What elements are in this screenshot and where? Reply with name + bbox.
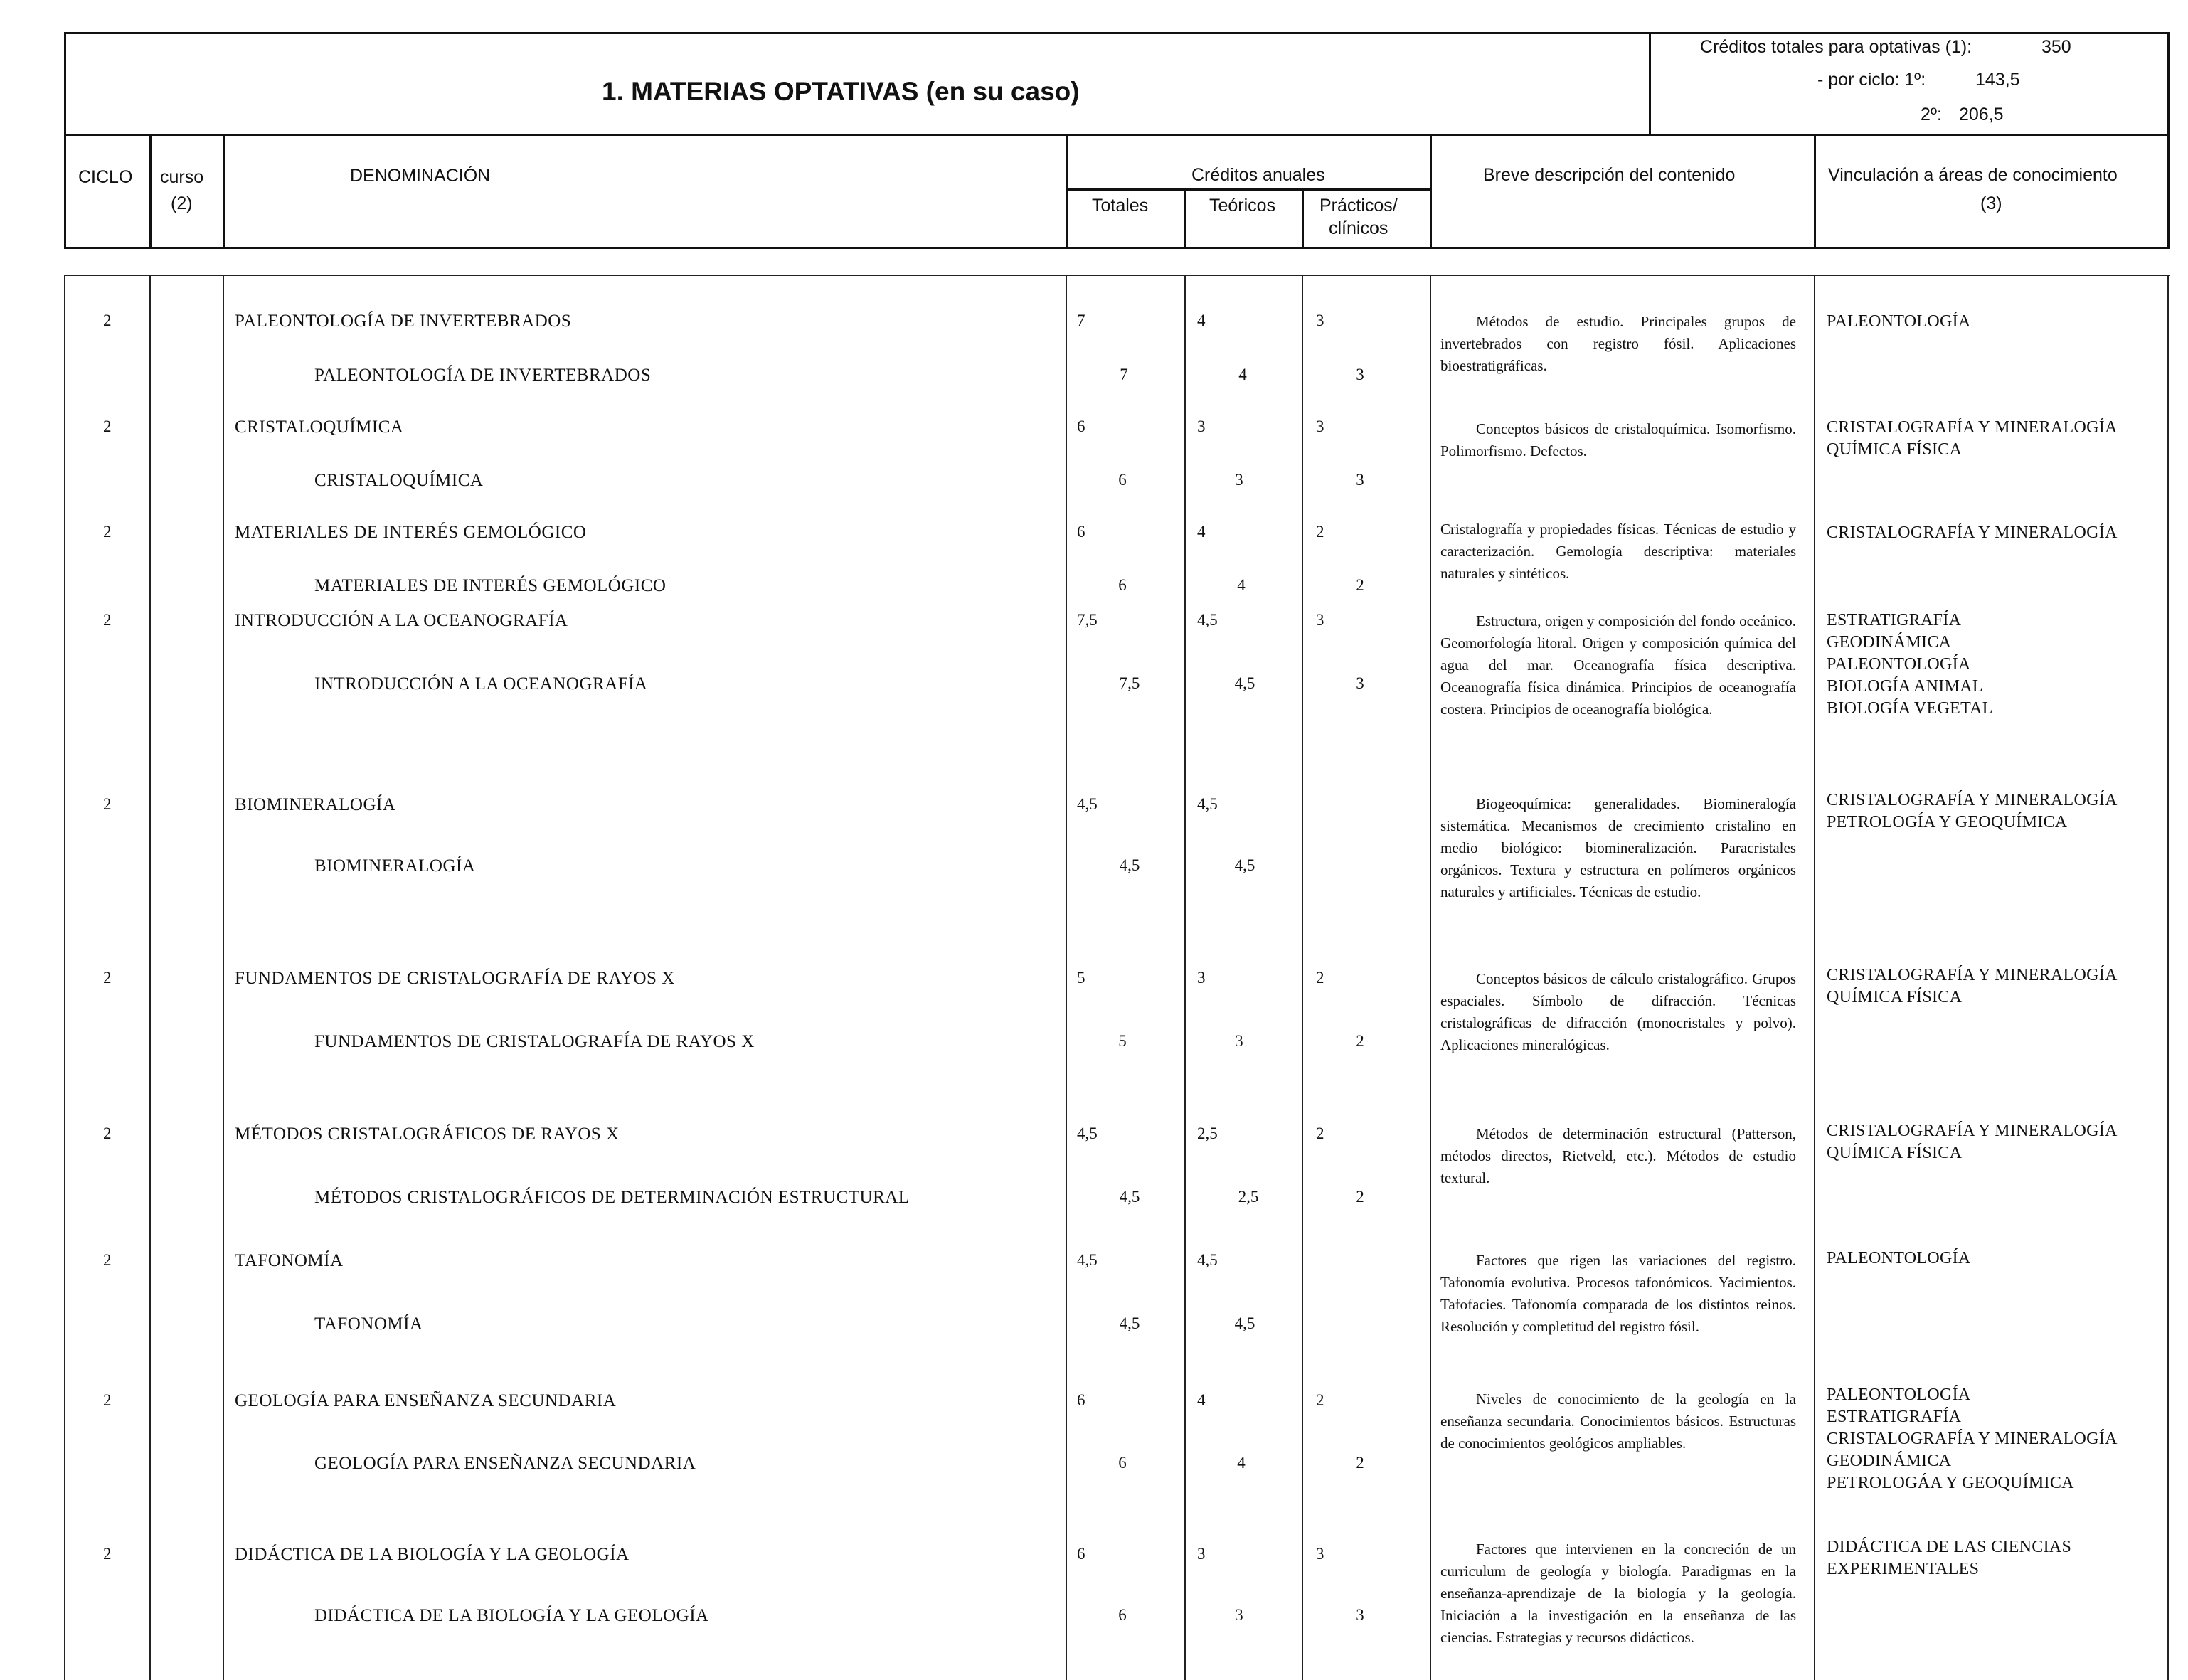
row-subject-name: TAFONOMÍA <box>235 1251 344 1270</box>
row-description <box>1440 968 1796 1056</box>
row-totales: 7 <box>1077 312 1085 329</box>
body-top-rule <box>64 275 2170 276</box>
area-item: PALEONTOLOGÍA <box>1827 312 1971 331</box>
row-practicos: 3 <box>1316 312 1324 329</box>
body-rule-descripcion <box>1430 275 1431 1680</box>
area-item: ESTRATIGRAFÍA <box>1827 1408 1962 1426</box>
row-areas <box>1827 1384 2118 1494</box>
creditos-sub-rule <box>1066 188 1432 191</box>
row-description-text: Conceptos básicos de cálculo cristalográfico. Grupos espaciales. Símbolo de difracción. Técnicas cristalográficas de difracción (monocristales y polvo). Aplicaciones mineralógicas. <box>1440 970 1796 1053</box>
row-subject-sub: TAFONOMÍA <box>314 1314 423 1334</box>
row-ciclo: 2 <box>103 1125 112 1142</box>
row-sub-totales: 6 <box>1118 1454 1127 1472</box>
area-item: QUÍMICA FÍSICA <box>1827 440 1963 459</box>
row-subject-sub: CRISTALOQUÍMICA <box>314 471 484 490</box>
row-description-text: Factores que rigen las variaciones del registro. Tafonomía evolutiva. Procesos tafonómicos. Yacimientos. Tafofacies. Tafonomía comparada de los distintos reinos. Resolución y completitud del registro fósil. <box>1440 1252 1796 1335</box>
area-item: CRISTALOGRAFÍA Y MINERALOGÍA <box>1827 1122 2118 1140</box>
row-ciclo: 2 <box>103 1391 112 1409</box>
row-description-text: Biogeoquímica: generalidades. Biomineralogía sistemática. Mecanismos de crecimiento cristalino en medio biológico: biomineralización. Paracristales orgánicos. Textura y estructura en polímeros orgánicos naturales y artificiales. Técnicas de estudio. <box>1440 795 1796 900</box>
row-practicos: 2 <box>1316 969 1324 987</box>
row-description-text: Conceptos básicos de cristaloquímica. Isomorfismo. Polimorfismo. Defectos. <box>1440 420 1796 459</box>
row-sub-totales: 4,5 <box>1119 1188 1140 1206</box>
row-sub-totales: 4,5 <box>1119 1314 1140 1332</box>
row-sub-practicos: 2 <box>1356 1454 1364 1472</box>
row-sub-practicos: 2 <box>1356 1032 1364 1050</box>
area-item: CRISTALOGRAFÍA Y MINERALOGÍA <box>1827 418 2118 437</box>
row-description <box>1440 1538 1796 1649</box>
col-header-curso-note: (2) <box>171 193 193 213</box>
row-subject-name: FUNDAMENTOS DE CRISTALOGRAFÍA DE RAYOS X <box>235 969 675 988</box>
row-areas <box>1827 1120 2118 1164</box>
row-description <box>1440 311 1796 377</box>
col-header-descripcion: Breve descripción del contenido <box>1483 165 1736 185</box>
row-practicos: 2 <box>1316 1391 1324 1409</box>
body-rule-vinculacion <box>1814 275 1815 1680</box>
row-ciclo: 2 <box>103 795 112 813</box>
area-item: ESTRATIGRAFÍA <box>1827 611 1962 629</box>
col-header-ciclo: CICLO <box>78 167 133 187</box>
area-item: GEODINÁMICA <box>1827 633 1952 652</box>
row-subject-name: MÉTODOS CRISTALOGRÁFICOS DE RAYOS X <box>235 1125 620 1144</box>
col-rule-teoricos <box>1184 188 1186 249</box>
row-ciclo: 2 <box>103 312 112 329</box>
row-description <box>1440 418 1796 462</box>
col-rule-practicos <box>1302 188 1304 249</box>
row-totales: 6 <box>1077 1391 1085 1409</box>
row-description <box>1440 519 1796 585</box>
col-header-practicos: Prácticos/ <box>1319 196 1398 216</box>
area-item: EXPERIMENTALES <box>1827 1560 1980 1578</box>
cycle1-value: 143,5 <box>1975 70 2020 90</box>
header-mid-rule <box>64 134 2170 136</box>
row-totales: 6 <box>1077 418 1085 435</box>
row-areas <box>1827 417 2118 461</box>
col-header-curso: curso <box>160 167 204 187</box>
header-bottom-rule <box>64 247 2170 249</box>
area-item: PALEONTOLOGÍA <box>1827 1249 1971 1267</box>
row-totales: 5 <box>1077 969 1085 987</box>
row-subject-sub: MATERIALES DE INTERÉS GEMOLÓGICO <box>314 576 667 595</box>
area-item: PALEONTOLOGÍA <box>1827 655 1971 674</box>
row-ciclo: 2 <box>103 1545 112 1563</box>
row-totales: 6 <box>1077 1545 1085 1563</box>
row-teoricos: 4,5 <box>1197 611 1218 629</box>
row-totales: 4,5 <box>1077 795 1098 813</box>
row-subject-sub: INTRODUCCIÓN A LA OCEANOGRAFÍA <box>314 674 648 693</box>
col-header-denominacion: DENOMINACIÓN <box>350 166 491 186</box>
row-subject-sub: BIOMINERALOGÍA <box>314 856 476 876</box>
col-rule-curso <box>149 134 152 249</box>
row-ciclo: 2 <box>103 969 112 987</box>
body-rule-teoricos <box>1184 275 1186 1680</box>
row-practicos: 2 <box>1316 1125 1324 1142</box>
area-item: GEODINÁMICA <box>1827 1452 1952 1470</box>
row-subject-name: MATERIALES DE INTERÉS GEMOLÓGICO <box>235 523 587 542</box>
col-header-clinicos: clínicos <box>1329 218 1388 238</box>
row-description-text: Niveles de conocimiento de la geología en la enseñanza secundaria. Conocimientos básicos. Estructuras de conocimientos geológicos ampliables. <box>1440 1391 1796 1452</box>
row-description-text: Factores que intervienen en la concreción de un curriculum de geología y biología. Paradigmas en la enseñanza-aprendizaje de la biología y la geología. Iniciación a la investigación en la enseñanza de las ciencias. Estrategias y recursos didácticos. <box>1440 1541 1796 1646</box>
row-subject-sub: MÉTODOS CRISTALOGRÁFICOS DE DETERMINACIÓN ESTRUCTURAL <box>314 1188 910 1207</box>
row-sub-teoricos: 4,5 <box>1234 1314 1255 1332</box>
row-sub-teoricos: 2,5 <box>1238 1188 1259 1206</box>
row-subject-name: BIOMINERALOGÍA <box>235 795 396 814</box>
row-practicos: 3 <box>1316 1545 1324 1563</box>
body-rule-practicos <box>1302 275 1303 1680</box>
header-left-rule <box>64 32 66 249</box>
col-rule-vinculacion <box>1814 134 1816 249</box>
row-sub-totales: 7,5 <box>1119 674 1140 692</box>
row-ciclo: 2 <box>103 1251 112 1269</box>
row-description <box>1440 1250 1796 1338</box>
area-item: CRISTALOGRAFÍA Y MINERALOGÍA <box>1827 966 2118 984</box>
row-sub-practicos: 2 <box>1356 576 1364 594</box>
area-item: PETROLOGÍA Y GEOQUÍMICA <box>1827 813 2068 831</box>
area-item: DIDÁCTICA DE LAS CIENCIAS <box>1827 1538 2072 1556</box>
row-areas <box>1827 1248 1971 1270</box>
row-sub-practicos: 3 <box>1356 1606 1364 1624</box>
row-subject-name: DIDÁCTICA DE LA BIOLOGÍA Y LA GEOLOGÍA <box>235 1545 630 1564</box>
row-description-text: Métodos de determinación estructural (Patterson, métodos directos, Rietveld, etc.). Métodos de estudio textural. <box>1440 1125 1796 1186</box>
row-subject-sub: GEOLOGÍA PARA ENSEÑANZA SECUNDARIA <box>314 1454 696 1473</box>
row-sub-totales: 4,5 <box>1119 856 1140 874</box>
area-item: PALEONTOLOGÍA <box>1827 1386 1971 1404</box>
col-rule-descripcion <box>1430 134 1432 249</box>
row-totales: 4,5 <box>1077 1251 1098 1269</box>
area-item: BIOLOGÍA VEGETAL <box>1827 699 1993 718</box>
row-practicos: 2 <box>1316 523 1324 541</box>
row-teoricos: 4,5 <box>1197 1251 1218 1269</box>
row-description-text: Estructura, origen y composición del fondo oceánico. Geomorfología litoral. Origen y composición química del agua del mar. Oceanografía física descriptiva. Oceanografía física dinámica. Principios de oceanografía costera. Principios de oceanografía biológica. <box>1440 612 1796 718</box>
area-item: QUÍMICA FÍSICA <box>1827 988 1963 1006</box>
row-sub-totales: 6 <box>1118 1606 1127 1624</box>
row-areas <box>1827 311 1971 333</box>
cycle2-label: 2º: <box>1921 105 1942 124</box>
area-item: CRISTALOGRAFÍA Y MINERALOGÍA <box>1827 1430 2118 1448</box>
body-rule-totales <box>1066 275 1067 1680</box>
row-sub-totales: 7 <box>1120 366 1128 383</box>
row-totales: 6 <box>1077 523 1085 541</box>
row-description <box>1440 610 1796 721</box>
row-subject-name: INTRODUCCIÓN A LA OCEANOGRAFÍA <box>235 611 568 630</box>
body-rule-right <box>2167 275 2169 1680</box>
col-header-creditos-anuales: Créditos anuales <box>1191 165 1325 185</box>
row-description-text: Métodos de estudio. Principales grupos de invertebrados con registro fósil. Aplicaciones bioestratigráficas. <box>1440 313 1796 374</box>
row-subject-name: GEOLOGÍA PARA ENSEÑANZA SECUNDARIA <box>235 1391 617 1410</box>
row-sub-teoricos: 4 <box>1237 1454 1246 1472</box>
row-sub-totales: 6 <box>1118 471 1127 489</box>
row-description-text: Cristalografía y propiedades físicas. Técnicas de estudio y caracterización. Gemología descriptiva: materiales naturales y sintéticos. <box>1440 521 1796 582</box>
col-header-vinculacion-note: (3) <box>1980 193 2002 213</box>
area-item: PETROLOGÁA Y GEOQUÍMICA <box>1827 1474 2074 1492</box>
header-right-rule <box>2167 32 2170 249</box>
row-description <box>1440 1388 1796 1455</box>
row-sub-teoricos: 3 <box>1235 471 1243 489</box>
area-item: CRISTALOGRAFÍA Y MINERALOGÍA <box>1827 791 2118 809</box>
row-sub-practicos: 2 <box>1356 1188 1364 1206</box>
row-sub-teoricos: 3 <box>1235 1032 1243 1050</box>
row-totales: 4,5 <box>1077 1125 1098 1142</box>
row-teoricos: 2,5 <box>1197 1125 1218 1142</box>
row-teoricos: 3 <box>1197 418 1206 435</box>
body-rule-denominacion <box>223 275 224 1680</box>
cycle2-value: 206,5 <box>1959 105 2004 124</box>
row-subject-name: PALEONTOLOGÍA DE INVERTEBRADOS <box>235 312 572 331</box>
row-subject-sub: FUNDAMENTOS DE CRISTALOGRAFÍA DE RAYOS X <box>314 1032 755 1051</box>
row-sub-teoricos: 3 <box>1235 1606 1243 1624</box>
row-teoricos: 4 <box>1197 1391 1206 1409</box>
row-ciclo: 2 <box>103 611 112 629</box>
row-areas <box>1827 522 2118 544</box>
row-sub-teoricos: 4,5 <box>1234 856 1255 874</box>
row-sub-practicos: 3 <box>1356 366 1364 383</box>
row-totales: 7,5 <box>1077 611 1098 629</box>
body-rule-curso <box>149 275 151 1680</box>
credits-total-label: Créditos totales para optativas (1): <box>1700 37 1972 57</box>
col-header-vinculacion: Vinculación a áreas de conocimiento <box>1828 165 2118 185</box>
row-subject-sub: DIDÁCTICA DE LA BIOLOGÍA Y LA GEOLOGÍA <box>314 1606 709 1625</box>
credits-total-value: 350 <box>2041 37 2071 57</box>
row-subject-name: CRISTALOQUÍMICA <box>235 418 404 437</box>
row-sub-teoricos: 4 <box>1238 366 1247 383</box>
row-sub-totales: 5 <box>1118 1032 1127 1050</box>
area-item: QUÍMICA FÍSICA <box>1827 1144 1963 1162</box>
col-header-teoricos: Teóricos <box>1209 196 1276 216</box>
row-teoricos: 4,5 <box>1197 795 1218 813</box>
row-areas <box>1827 790 2118 834</box>
row-areas <box>1827 964 2118 1009</box>
row-description <box>1440 1123 1796 1189</box>
row-areas <box>1827 1536 2071 1580</box>
row-sub-teoricos: 4 <box>1237 576 1246 594</box>
row-description <box>1440 793 1796 903</box>
per-cycle-label: - por ciclo: 1º: <box>1817 70 1926 90</box>
area-item: BIOLOGÍA ANIMAL <box>1827 677 1983 696</box>
row-practicos: 3 <box>1316 418 1324 435</box>
header-top-rule <box>64 32 2170 34</box>
row-sub-practicos: 3 <box>1356 674 1364 692</box>
row-teoricos: 3 <box>1197 1545 1206 1563</box>
row-teoricos: 4 <box>1197 523 1206 541</box>
row-teoricos: 3 <box>1197 969 1206 987</box>
col-rule-denominacion <box>223 134 225 249</box>
row-sub-practicos: 3 <box>1356 471 1364 489</box>
row-areas <box>1827 610 1993 720</box>
col-rule-creditos <box>1066 134 1068 249</box>
area-item: CRISTALOGRAFÍA Y MINERALOGÍA <box>1827 523 2118 542</box>
page-title: 1. MATERIAS OPTATIVAS (en su caso) <box>602 77 1080 106</box>
row-sub-teoricos: 4,5 <box>1234 674 1255 692</box>
col-header-totales: Totales <box>1092 196 1149 216</box>
body-rule-left <box>64 275 65 1680</box>
row-ciclo: 2 <box>103 418 112 435</box>
row-practicos: 3 <box>1316 611 1324 629</box>
header-credits-divider <box>1649 32 1651 135</box>
row-sub-totales: 6 <box>1118 576 1127 594</box>
row-teoricos: 4 <box>1197 312 1206 329</box>
row-subject-sub: PALEONTOLOGÍA DE INVERTEBRADOS <box>314 366 652 385</box>
row-ciclo: 2 <box>103 523 112 541</box>
